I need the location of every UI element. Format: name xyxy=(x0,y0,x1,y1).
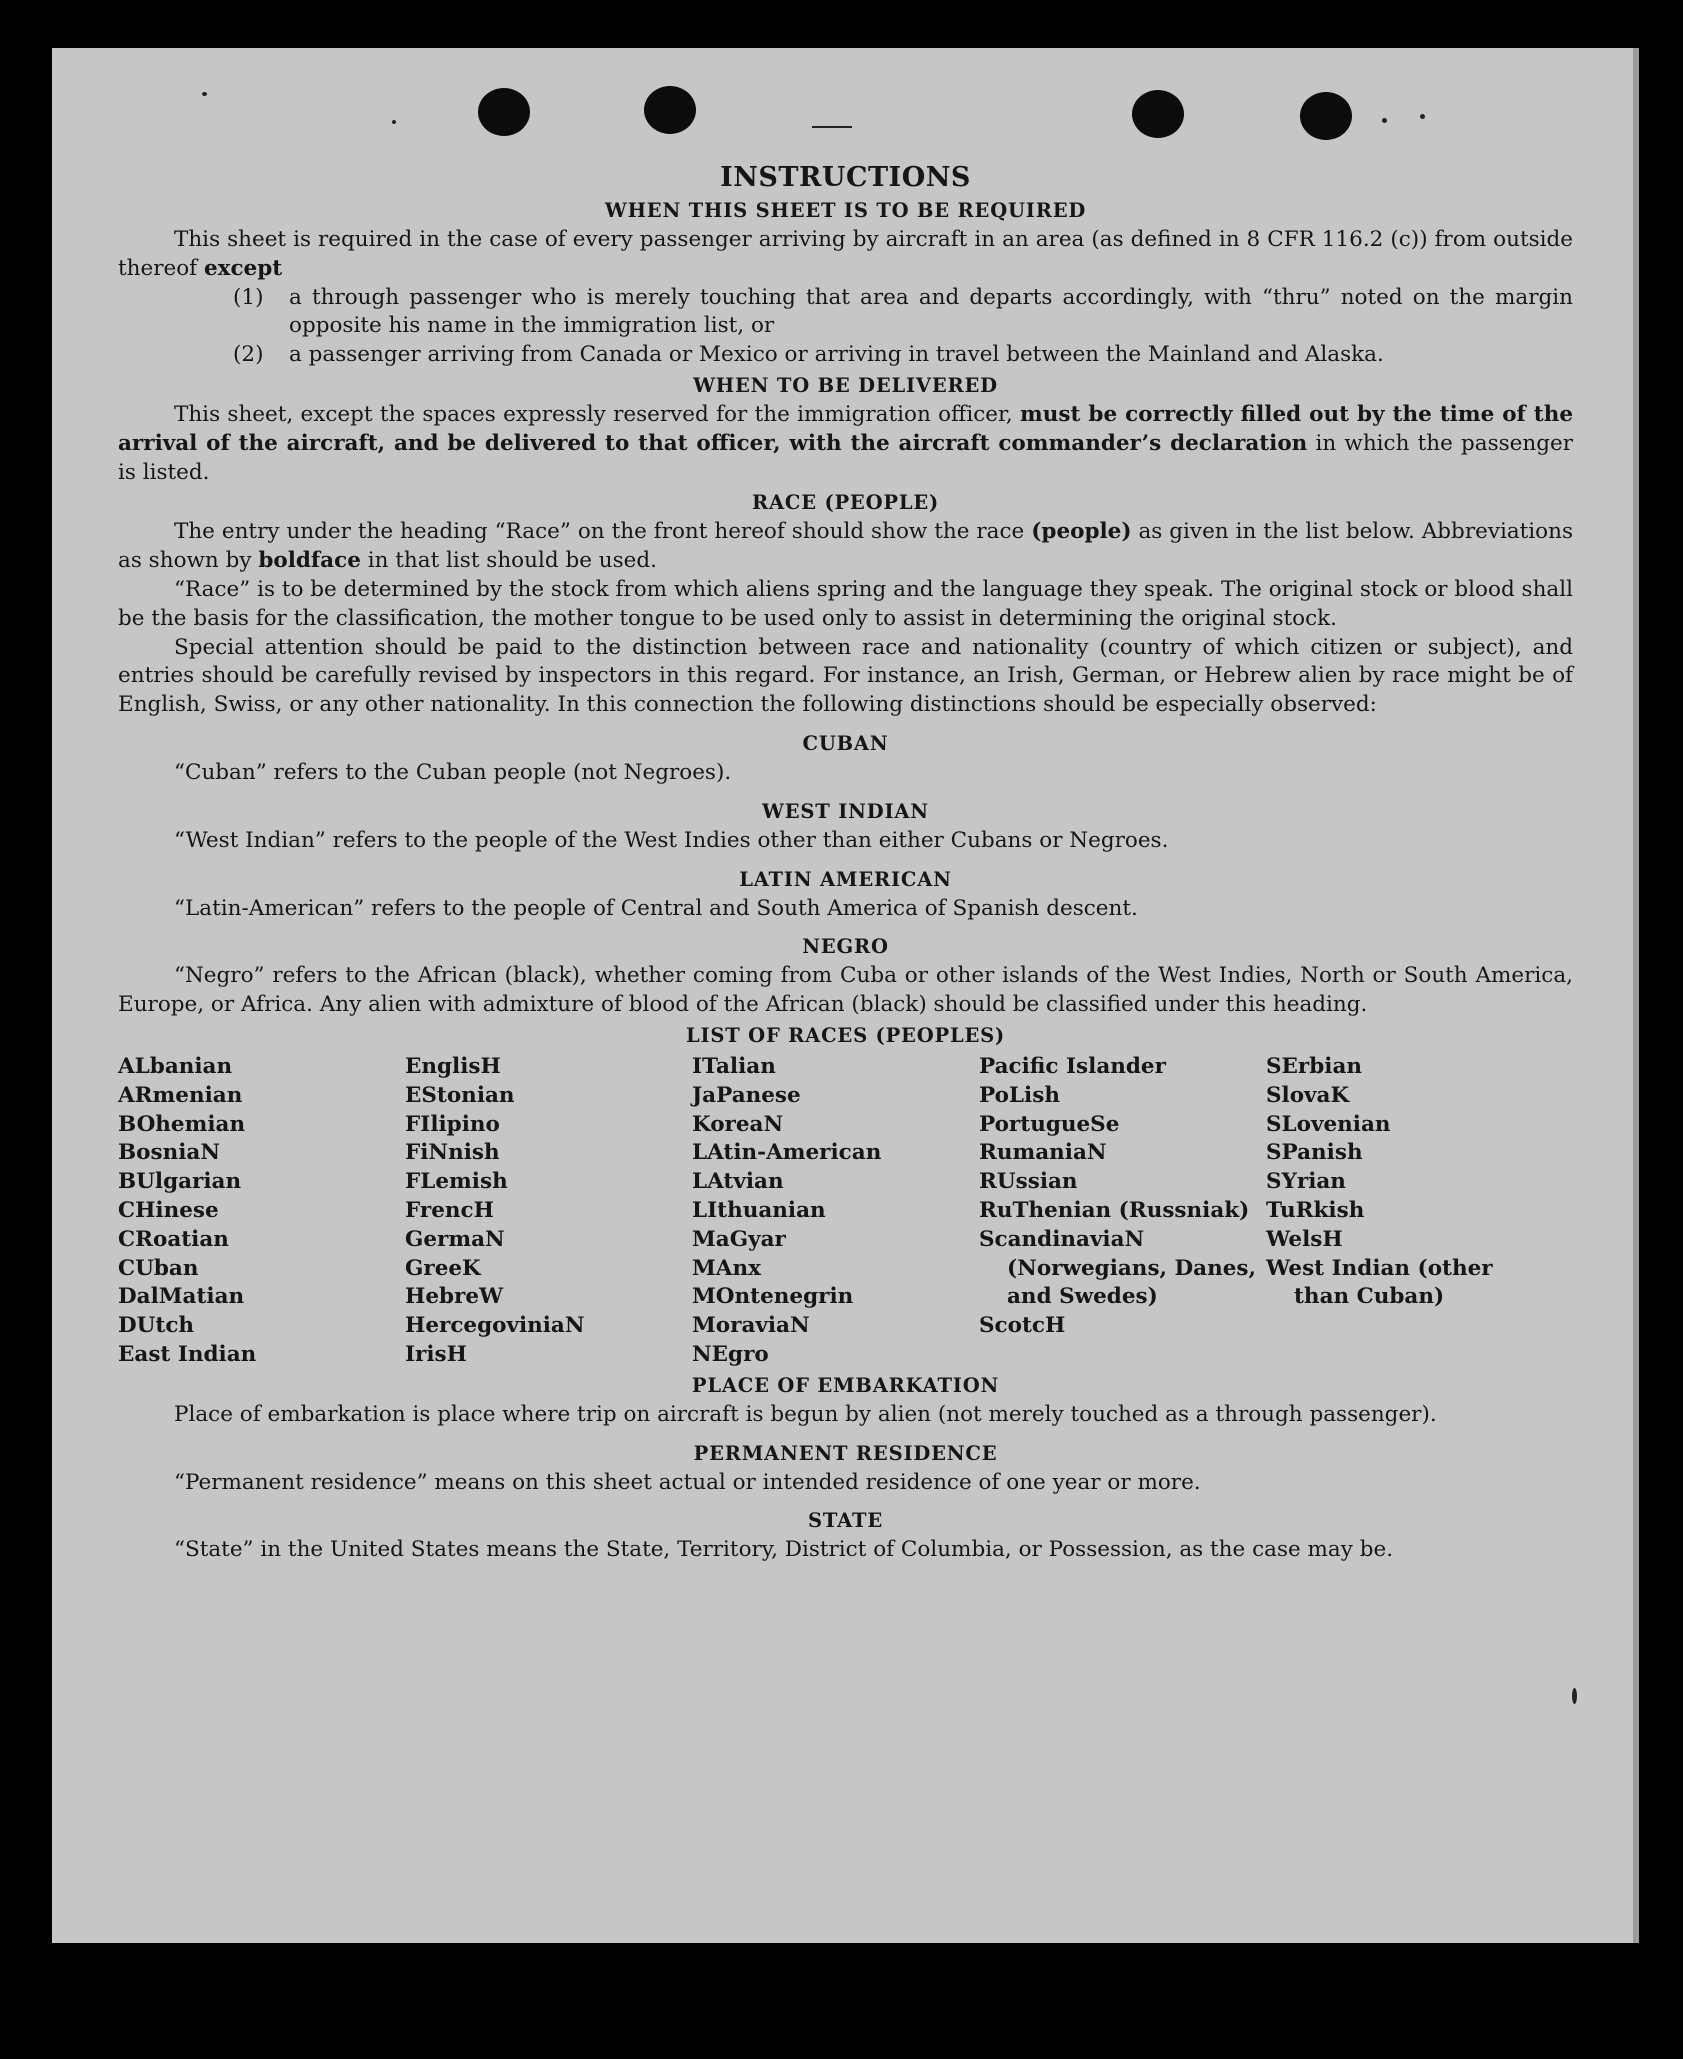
race-entry: SlovaK xyxy=(1266,1082,1350,1108)
item-number: (1) xyxy=(233,284,264,310)
race-entry: FLemish xyxy=(405,1169,508,1195)
embarkation-paragraph: Place of embarkation is place where trip on aircraft is begun by alien (not merely touched as a through passenger). xyxy=(174,1401,1437,1427)
race-entry: GermaN xyxy=(405,1226,505,1252)
race-entry: SPanish xyxy=(1266,1140,1363,1166)
race-entry: RumaniaN xyxy=(979,1140,1107,1166)
race-entry: ARmenian xyxy=(118,1082,243,1108)
west-indian-paragraph: “West Indian” refers to the people of the West Indies other than either Cubans or Negroes. xyxy=(174,827,1169,853)
race-p1-b: (people) xyxy=(1031,519,1132,545)
race-entry: DalMatian xyxy=(118,1284,245,1310)
race-entry: HebreW xyxy=(405,1284,504,1310)
race-entry: TuRkish xyxy=(1266,1197,1365,1223)
race-entry: ScandinaviaN (Norwegians, Danes, and Swedes) xyxy=(979,1226,1256,1310)
required-paragraph xyxy=(118,226,1573,284)
latin-american-paragraph: “Latin-American” refers to the people of Central and South America of Spanish descent. xyxy=(174,895,1138,921)
race-entry: LIthuanian xyxy=(692,1197,826,1223)
race-entry: MAnx xyxy=(692,1255,761,1281)
item-number: (2) xyxy=(233,342,264,368)
race-entry: DUtch xyxy=(118,1313,195,1339)
required-item xyxy=(118,284,1573,342)
item-text: a passenger arriving from Canada or Mexico or arriving in travel between the Mainland and Alaska. xyxy=(289,342,1384,368)
race-entry: SYrian xyxy=(1266,1169,1346,1195)
race-entry: FIlipino xyxy=(405,1111,500,1137)
scan-speck xyxy=(392,120,396,124)
page-title: INSTRUCTIONS xyxy=(720,162,971,193)
race-entry: JaPanese xyxy=(692,1082,801,1108)
required-text: This sheet is required in the case of every passenger arriving by aircraft in an area (as defined in 8 CFR 116.2 (c)) from outside thereof xyxy=(118,227,1573,281)
race-entry: PortugueSe xyxy=(979,1111,1120,1137)
race-p1-d: boldface xyxy=(258,548,361,574)
section-heading-cuban: CUBAN xyxy=(802,731,889,755)
cuban-paragraph: “Cuban” refers to the Cuban people (not Negroes). xyxy=(174,759,732,785)
race-entry: CHinese xyxy=(118,1197,219,1223)
race-entry: West Indian (other than Cuban) xyxy=(1266,1255,1493,1310)
race-column xyxy=(1266,1053,1553,1370)
race-paragraph-3: Special attention should be paid to the distinction between race and nationality (country of which citizen or subject), and entries should be carefully revised by inspectors in this regard. For instance, an Irish, German, or Hebrew alien by race might be of English, Swiss, or any other nationality. In this connection the following distinctions should be especially observed: xyxy=(118,634,1573,718)
race-column xyxy=(118,1053,405,1370)
race-list xyxy=(118,1053,1573,1370)
race-entry: HercegoviniaN xyxy=(405,1313,585,1339)
residence-paragraph: “Permanent residence” means on this sheet actual or intended residence of one year or more. xyxy=(174,1469,1201,1495)
race-entry: KoreaN xyxy=(692,1111,784,1137)
delivered-text-c: in which the passenger is listed. xyxy=(118,430,1573,485)
punch-hole xyxy=(644,86,696,134)
race-entry: FrencH xyxy=(405,1197,494,1223)
punch-hole xyxy=(478,88,530,136)
delivered-text-b: must be correctly filled out by the time of the arrival of the aircraft, and be delivered to that officer, with the aircraft commander’s declaration xyxy=(118,401,1573,456)
scan-speck xyxy=(1382,118,1387,123)
section-heading-latin-american: LATIN AMERICAN xyxy=(739,867,952,891)
required-item xyxy=(118,341,1573,370)
race-entry: RuThenian (Russniak) xyxy=(979,1197,1250,1223)
race-entry: RUssian xyxy=(979,1169,1078,1195)
delivered-text-a: This sheet, except the spaces expressly reserved for the immigration officer, xyxy=(174,401,1021,427)
race-entry: MoraviaN xyxy=(692,1313,810,1339)
negro-paragraph: “Negro” refers to the African (black), whether coming from Cuba or other islands of the West Indies, North or South America, Europe, or Africa. Any alien with admixture of blood of the African (black) should be classified under this heading. xyxy=(118,963,1573,1018)
section-heading-race: RACE (PEOPLE) xyxy=(751,491,940,515)
section-heading-west-indian: WEST INDIAN xyxy=(762,799,929,823)
section-heading-list-of-races: LIST OF RACES (PEOPLES) xyxy=(685,1023,1006,1047)
race-p1-a: The entry under the heading “Race” on the front hereof should show the race xyxy=(174,519,1032,545)
scan-speck xyxy=(812,126,852,128)
race-paragraph-2: “Race” is to be determined by the stock from which aliens spring and the language they speak. The original stock or blood shall be the basis for the classification, the mother tongue to be used only to assist in determining the original stock. xyxy=(118,576,1573,631)
delivered-paragraph xyxy=(118,401,1573,487)
race-entry: GreeK xyxy=(405,1255,481,1281)
scan-speck xyxy=(1420,114,1425,119)
instructions-content xyxy=(118,162,1573,1565)
race-column xyxy=(979,1053,1266,1370)
scan-speck xyxy=(1572,1688,1577,1704)
section-heading-residence: PERMANENT RESIDENCE xyxy=(693,1441,998,1465)
race-entry: LAtin-American xyxy=(692,1140,882,1166)
race-entry: MaGyar xyxy=(692,1226,786,1252)
race-entry: SErbian xyxy=(1266,1053,1363,1079)
required-except: except xyxy=(203,255,283,281)
race-entry: BosniaN xyxy=(118,1140,220,1166)
section-heading-required: WHEN THIS SHEET IS TO BE REQUIRED xyxy=(604,199,1087,222)
race-entry: EStonian xyxy=(405,1082,515,1108)
race-entry: BUlgarian xyxy=(118,1169,242,1195)
scan-speck xyxy=(202,92,207,96)
punch-hole xyxy=(1300,92,1352,140)
race-paragraph-1 xyxy=(118,518,1573,576)
race-p1-c: as given in the list below. Abbreviations as shown by xyxy=(118,519,1573,574)
race-p1-e: in that list should be used. xyxy=(360,548,657,574)
race-entry: EnglisH xyxy=(405,1053,501,1079)
race-column xyxy=(692,1053,979,1370)
punch-hole xyxy=(1132,90,1184,138)
section-heading-delivered: WHEN TO BE DELIVERED xyxy=(693,373,998,397)
race-entry: SLovenian xyxy=(1266,1111,1391,1137)
race-entry: CUban xyxy=(118,1255,199,1281)
race-entry: NEgro xyxy=(692,1341,769,1367)
sheet-edge xyxy=(1633,48,1639,1943)
race-entry: PoLish xyxy=(979,1082,1060,1108)
race-entry: CRoatian xyxy=(118,1226,229,1252)
race-entry: IrisH xyxy=(405,1341,467,1367)
state-paragraph: “State” in the United States means the State, Territory, District of Columbia, or Possession, as the case may be. xyxy=(174,1537,1394,1563)
race-column xyxy=(405,1053,692,1370)
race-entry: WelsH xyxy=(1266,1226,1343,1252)
item-text: a through passenger who is merely touching that area and departs accordingly, with “thru” noted on the margin opposite his name in the immigration list, or xyxy=(289,284,1573,339)
document-sheet xyxy=(52,48,1639,1943)
race-entry: MOntenegrin xyxy=(692,1284,854,1310)
section-heading-state: STATE xyxy=(808,1509,883,1533)
race-entry: ScotcH xyxy=(979,1313,1066,1339)
race-entry: Pacific Islander xyxy=(979,1053,1166,1079)
race-entry: FiNnish xyxy=(405,1140,500,1166)
section-heading-negro: NEGRO xyxy=(802,935,889,959)
race-entry: BOhemian xyxy=(118,1111,246,1137)
race-entry: ITalian xyxy=(692,1053,776,1079)
race-entry: ALbanian xyxy=(118,1053,233,1079)
race-entry: LAtvian xyxy=(692,1169,784,1195)
section-heading-embarkation: PLACE OF EMBARKATION xyxy=(691,1373,1000,1397)
race-entry: East Indian xyxy=(118,1341,257,1367)
